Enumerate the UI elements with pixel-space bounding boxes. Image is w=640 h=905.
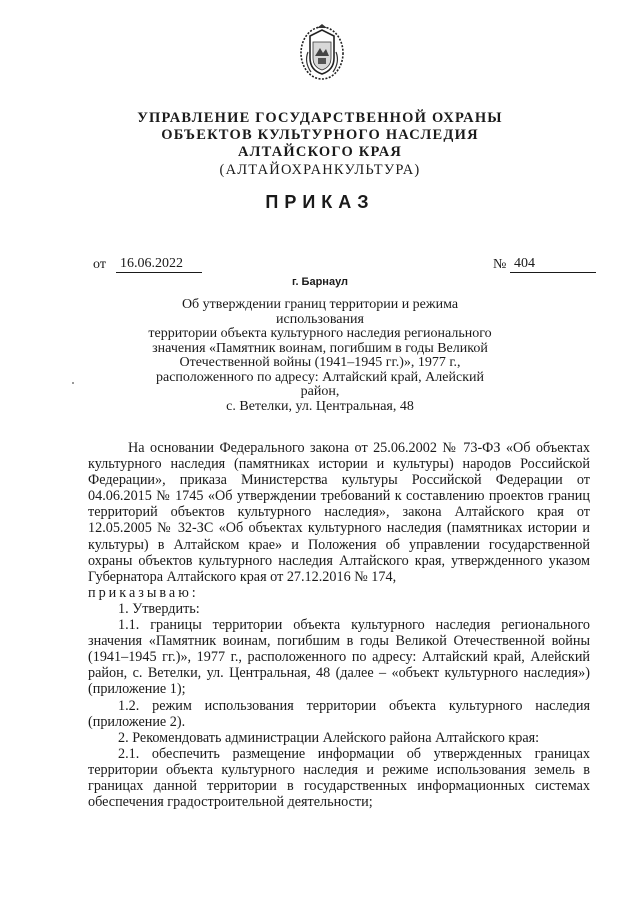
number-value: 404 — [510, 256, 596, 273]
clause-2-1: 2.1. обеспечить размещение информации об утвержденных границах территории объекта культурного наследия и режиме использования земель в границах данной территории в государственных информационных системах обеспечения градостроительной деятельности; — [88, 745, 590, 811]
document-type-title: ПРИКАЗ — [265, 192, 375, 212]
organization-name-line3: АЛТАЙСКОГО КРАЯ — [237, 144, 403, 160]
organization-short-name: (АЛТАЙОХРАНКУЛЬТУРА) — [219, 162, 421, 178]
subject-line: Об утверждении границ территории и режима использования — [181, 297, 459, 327]
city-label: г. Барнаул — [291, 276, 349, 288]
number-label: № — [493, 257, 507, 272]
scan-speck — [72, 382, 74, 384]
date-value: 16.06.2022 — [116, 256, 202, 273]
coat-of-arms-emblem — [298, 22, 346, 82]
order-word: приказываю: — [88, 584, 199, 601]
organization-name-line2: ОБЪЕКТОВ КУЛЬТУРНОГО НАСЛЕДИЯ — [161, 127, 479, 143]
subject-line: значения «Памятник воинам, погибшим в годы Великой — [152, 340, 488, 356]
order-body — [88, 440, 590, 810]
clause-1-2: 1.2. режим использования территории объекта культурного наследия (приложение 2). — [88, 697, 590, 730]
organization-name-line1: УПРАВЛЕНИЕ ГОСУДАРСТВЕННОЙ ОХРАНЫ — [137, 110, 503, 126]
clause-2: 2. Рекомендовать администрации Алейского района Алтайского края: — [118, 729, 540, 746]
order-subject — [140, 298, 500, 414]
subject-line: Отечественной войны (1941–1945 гг.)», 1977 г., — [179, 355, 461, 370]
subject-line: расположенного по адресу: Алтайский край, Алейский район, — [156, 369, 484, 399]
clause-1-1: 1.1. границы территории объекта культурного наследия регионального значения «Памятник воинам, погибшим в годы Великой Отечественной войны (1941–1945 гг.)», 1977 г., расположенного по адресу: Алтайский край, Алейский район, с. Ветелки, ул. Центральная, 48 (далее – «объект культурного наследия») (приложение 1); — [88, 617, 590, 698]
clause-1: 1. Утвердить: — [118, 600, 200, 617]
subject-line: территории объекта культурного наследия регионального — [148, 326, 492, 341]
preamble-paragraph: На основании Федерального закона от 25.06.2002 № 73-ФЗ «Об объектах культурного наследия (памятниках истории и культуры) народов Российской Федерации», приказа Министерства культуры Российской Федерации от 04.06.2015 № 1745 «Об утверждении требований к составлению проектов границ территорий объектов культурного наследия», закона Алтайского края от 12.05.2005 № 32-ЗС «Об объектах культурного наследия (памятниках истории и культуры) в Алтайском крае» и Положения об управлении государственной охраны объектов культурного наследия Алтайского края, утвержденного указом Губернатора Алтайского края от 27.12.2016 № 174, — [88, 440, 590, 585]
date-label: от — [93, 257, 106, 272]
subject-line: с. Ветелки, ул. Центральная, 48 — [226, 398, 414, 414]
